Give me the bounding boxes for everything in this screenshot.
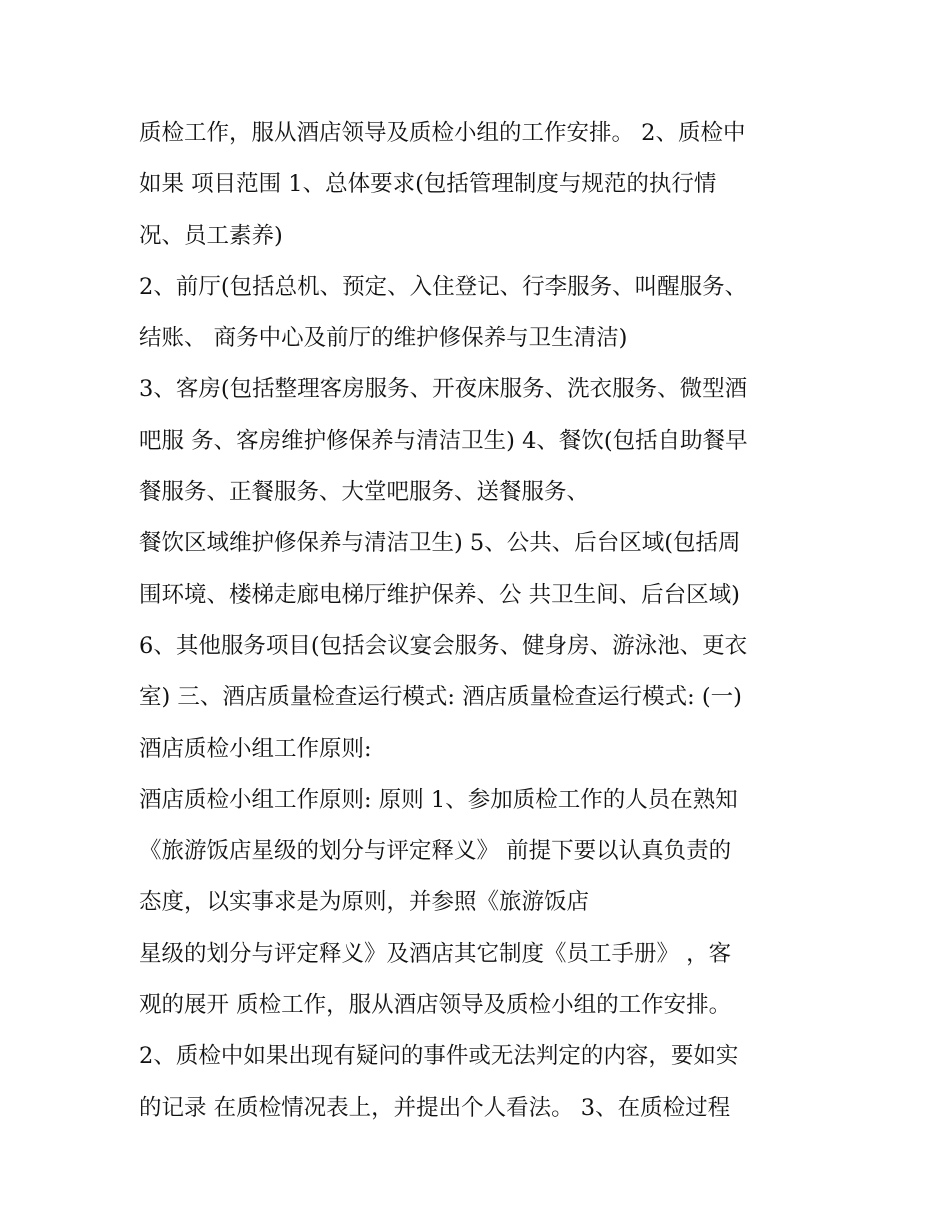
text-line: 3、客房(包括整理客房服务、开夜床服务、洗衣服务、微型酒 <box>139 376 748 403</box>
text-line: 室) 三、酒店质量检查运行模式: 酒店质量检查运行模式: (一) <box>139 684 742 711</box>
text-line: 质检工作，服从酒店领导及质检小组的工作安排。 2、质检中 <box>139 120 746 146</box>
text-line: 餐服务、正餐服务、大堂吧服务、送餐服务、 <box>139 479 590 506</box>
text-line: 酒店质检小组工作原则: 原则 1、参加质检工作的人员在熟知 <box>139 786 738 813</box>
text-line: 如果 项目范围 1、总体要求(包括管理制度与规范的执行情 <box>139 171 717 198</box>
text-line: 2、质检中如果出现有疑问的事件或无法判定的内容，要如实 <box>139 1043 739 1070</box>
text-line: 吧服 务、客房维护修保养与清洁卫生) 4、餐饮(包括自助餐早 <box>139 427 748 454</box>
text-line: 围环境、楼梯走廊电梯厅维护保养、公 共卫生间、后台区域) <box>139 581 740 608</box>
text-line: 的记录 在质检情况表上，并提出个人看法。 3、在质检过程 <box>139 1094 731 1121</box>
text-line: 态度，以实事求是为原则，并参照《旅游饭店 <box>139 889 590 916</box>
text-line: 餐饮区域维护修保养与清洁卫生) 5、公共、后台区域(包括周 <box>139 530 741 557</box>
text-line: 结账、 商务中心及前厅的维护修保养与卫生清洁) <box>139 325 628 352</box>
document-text <box>139 108 819 1134</box>
text-line: 况、员工素养) <box>139 222 283 249</box>
text-line: 星级的划分与评定释义》及酒店其它制度《员工手册》 ，客 <box>139 940 732 967</box>
text-line: 2、前厅(包括总机、预定、入住登记、行李服务、叫醒服务、 <box>139 273 748 300</box>
text-line: 6、其他服务项目(包括会议宴会服务、健身房、游泳池、更衣 <box>139 632 748 659</box>
text-line: 观的展开 质检工作，服从酒店领导及质检小组的工作安排。 <box>139 992 732 1019</box>
text-line: 酒店质检小组工作原则: <box>139 735 372 762</box>
text-line: 《旅游饭店星级的划分与评定释义》 前提下要以认真负责的 <box>139 838 732 865</box>
